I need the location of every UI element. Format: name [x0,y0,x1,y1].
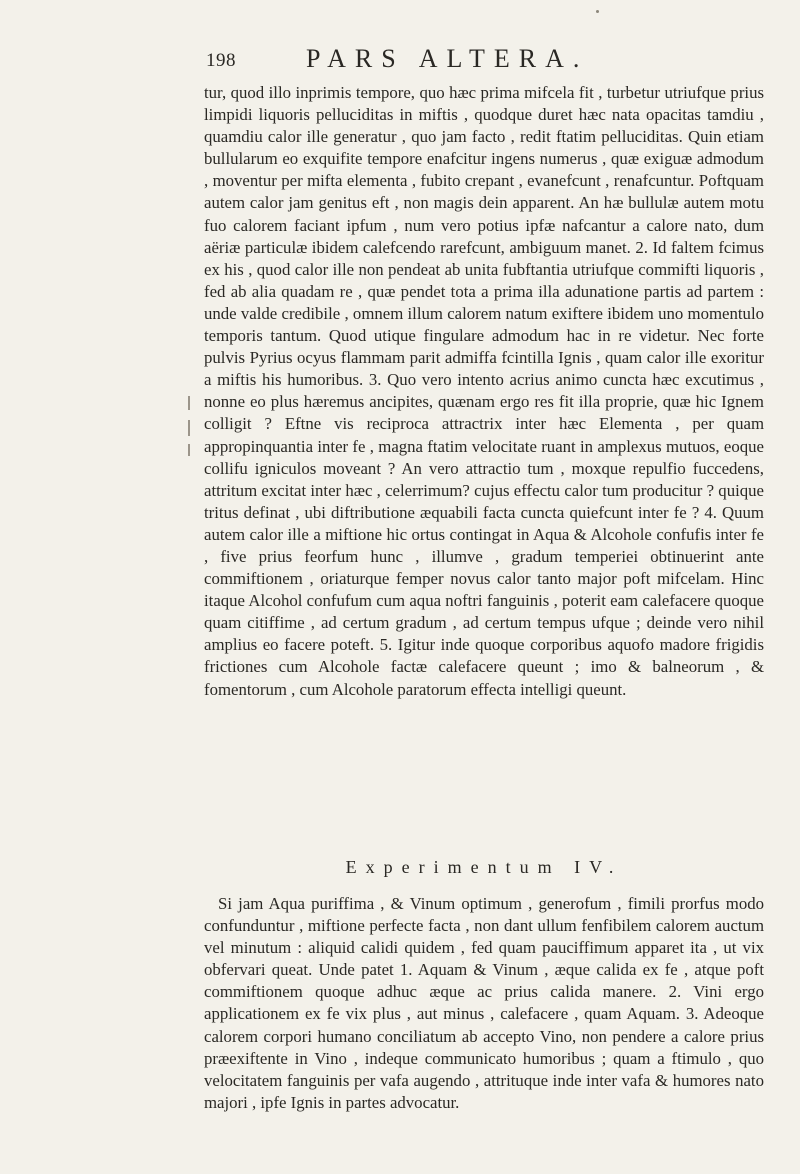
main-text-block [204,82,764,701]
paragraph: Si jam Aqua puriffima , & Vinum optimum , generofum , fimili prorfus modo confunduntur , miftione perfecte facta , non dant ullum fenfibilem calorem auctum vel minutum : aliquid calidi quidem , fed quam pauciffimum apparet ita , ut vix obfervari queat. Unde patet 1. Aquam & Vinum , æque calida ex fe , atque poft commiftionem quoque adhuc æque ac prius calida manere. 2. Vini ergo applicationem ex fe vix plus , aut minus , calefacere , quam Aquam. 3. Adeoque calorem corpori humano conciliatum ab accepto Vino, non pendere a calore prius præexiftente in Vino , indeque communicato humoribus ; quam a ftimulo , quo velocitatem fanguinis per vafa augendo , attrituque inde inter vafa & humores nato majori , ipfe Ignis in partes advocatur. [204,894,764,1112]
margin-mark [188,444,190,456]
page-header [206,44,766,84]
page-number: 198 [206,50,236,71]
running-head: PARS ALTERA. [306,44,589,73]
margin-mark [188,396,190,410]
paragraph: tur, quod illo inprimis tempore, quo hæc prima mifcela fit , turbetur utriufque prius limpidi liquoris pelluciditas in miftis , quodque duret hæc nata opacitas tamdiu , quamdiu calor ille generatur , quo jam facto , redit ftatim pelluciditas. Quin etiam bullularum eo exquifite tempore enafcitur ingens numerus , quæ exiguæ admodum , moventur per mifta elementa , fubito crepant , evanefcunt , renafcuntur. Poftquam autem calor jam genitus eft , non magis dein apparent. An hæ bullulæ autem motu fuo calorem faciant ipfum , num vero potius ipfæ nafcantur a calore nato, dum aëriæ particulæ ibidem calefcendo rarefcunt, ambiguum manet. 2. Id faltem fcimus ex his , quod calor ille non pendeat ab unita fubftantia utriufque commifti liquoris , fed ab alia quadam re , quæ pendet tota a prima illa adunatione partis ad partem : unde valde credibile , omnem illum calorem natum exiftere ibidem uno momentulo temporis tantum. Quod utique fingulare admodum hac in re videtur. Nec forte pulvis Pyrius ocyus flammam parit admiffa fcintilla Ignis , quam calor ille exoritur a miftis his humoribus. 3. Quo vero intento acrius animo cuncta hæc excutimus , nonne eo plus hæremus ancipites, quænam ergo res fit illa proprie, quæ hic Ignem colligit ? Eftne vis reciproca attractrix inter hæc Elementa , per quam appropinquantia inter fe , magna ftatim velocitate ruant in amplexus mutuos, eoque collifu igniculos moveant ? An vero attractio tum , moxque repulfio fuccedens, attritum excitat inter hæc , celerrimum? cujus effectu calor tum producitur ? quique tritus definat , ubi diftributione æquabili facta cuncta quiefcunt inter fe ? 4. Quum autem calor ille a miftione hic ortus contingat in Aqua & Alcohole confufis inter fe , five prius feorfum hunc , illumve , gradum temperiei obtinuerint ante commiftionem , oriaturque femper novus calor tanto major poft mifcelam. Hinc itaque Alcohol confufum cum aqua noftri fanguinis , poterit eam calefacere quoque quam citiffime , ad certum gradum , ad certum tempus ufque ; deinde vero nihil amplius eo facere poteft. 5. Igitur inde quoque corporibus aquofo madore frigidis frictiones cum Alcohole factæ calefacere queunt ; imo & balneorum , & fomentorum , cum Alcohole paratorum effecta intelligi queunt. [204,83,764,699]
margin-mark [188,420,190,436]
section-heading: Experimentum IV. [345,857,623,877]
section-text-block [204,893,764,1114]
paper-speck [596,10,599,13]
